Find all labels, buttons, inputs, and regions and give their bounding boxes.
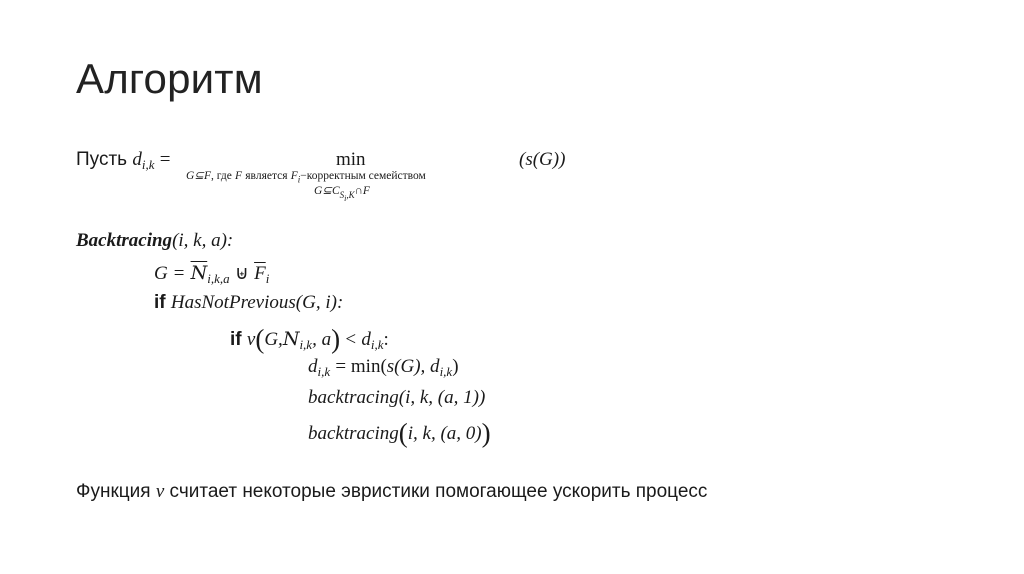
- if2-colon: :: [383, 329, 389, 350]
- assign-eq: = min(: [335, 356, 387, 377]
- algorithm-line-call1: [308, 387, 485, 409]
- definition-lhs-sub: i,k: [141, 157, 155, 172]
- if1-keyword: if: [154, 292, 166, 313]
- assign-end: ): [452, 356, 459, 377]
- line1-f: $\overline{F}$: [254, 263, 266, 284]
- algorithm-line-if2: if $v(G,N_{i,k}$, $a) < d_{i,k}$:: [230, 324, 389, 354]
- definition-condition-2: [314, 183, 370, 203]
- definition-min: min: [336, 149, 366, 170]
- cond1-b: , где: [210, 170, 232, 182]
- footer-sentence: [76, 481, 707, 503]
- footer-text: считает некоторые эвристики помогающее ускорить процесс: [169, 481, 708, 502]
- function-name: Backtracing: [76, 230, 173, 251]
- if2-d: d: [361, 329, 371, 350]
- call2-args: i, k, (a, 0): [407, 423, 482, 444]
- if2-args-a: G,: [264, 329, 283, 350]
- algorithm-line-call2: backtracing(i, k, (a, 0)): [308, 418, 491, 448]
- line1-a: G =: [154, 263, 186, 284]
- cond2-subsub: i: [344, 193, 347, 203]
- line1-n-sub: i,k,a: [207, 271, 230, 286]
- if1-condition: HasNotPrevious(G, i):: [170, 292, 344, 313]
- assign-d: d: [308, 356, 318, 377]
- function-header: [76, 230, 233, 252]
- function-args: (i, k, a):: [172, 230, 234, 251]
- cond1-e: F: [290, 170, 298, 182]
- algorithm-line-update-d: [308, 356, 459, 380]
- cond1-e-sub: i: [297, 174, 301, 185]
- assign-s: s(G), d: [386, 356, 440, 377]
- cond1-d: является: [245, 170, 288, 182]
- cond2-sub: S: [339, 190, 345, 200]
- if2-lt: <: [345, 329, 357, 350]
- if2-keyword: if: [230, 329, 242, 350]
- definition-condition-1: [186, 168, 426, 184]
- algorithm-line-assign-g: [154, 262, 269, 287]
- definition-eq: =: [159, 149, 171, 170]
- if2-d-sub: i,k: [370, 337, 384, 352]
- cond2-c: ∩F: [354, 185, 370, 197]
- if2-args-b: , a: [312, 329, 332, 350]
- call1: backtracing(i, k, (a, 1)): [308, 387, 486, 408]
- footer-var: v: [155, 481, 165, 502]
- assign-s-sub: i,k: [439, 364, 453, 379]
- if2-n-sub: i,k: [299, 337, 313, 352]
- cond1-c: F: [235, 170, 243, 182]
- definition-lhs-var: d: [132, 149, 142, 170]
- definition-line: [76, 149, 170, 173]
- slide-title: Алгоритм: [76, 55, 263, 102]
- cond2-b: ,K: [346, 190, 355, 200]
- definition-rhs-text: (s(G)): [519, 149, 566, 170]
- footer-prefix: Функция: [76, 481, 151, 502]
- line1-n: $\overline{N}$: [190, 262, 208, 284]
- cond1-a: G⊆F: [186, 170, 211, 182]
- assign-d-sub: i,k: [317, 364, 331, 379]
- line1-op: ⊎: [234, 263, 249, 284]
- definition-prefix: Пусть: [76, 149, 128, 170]
- line1-f-sub: i: [265, 271, 270, 286]
- call2-name: backtracing: [308, 423, 399, 444]
- if2-v: v: [246, 329, 256, 350]
- if2-n: N: [282, 328, 300, 350]
- cond1-f: −корректным семейством: [300, 170, 426, 182]
- algorithm-line-if1: [154, 292, 343, 314]
- cond2-a: G⊆C: [314, 185, 340, 197]
- definition-rhs: [519, 149, 565, 171]
